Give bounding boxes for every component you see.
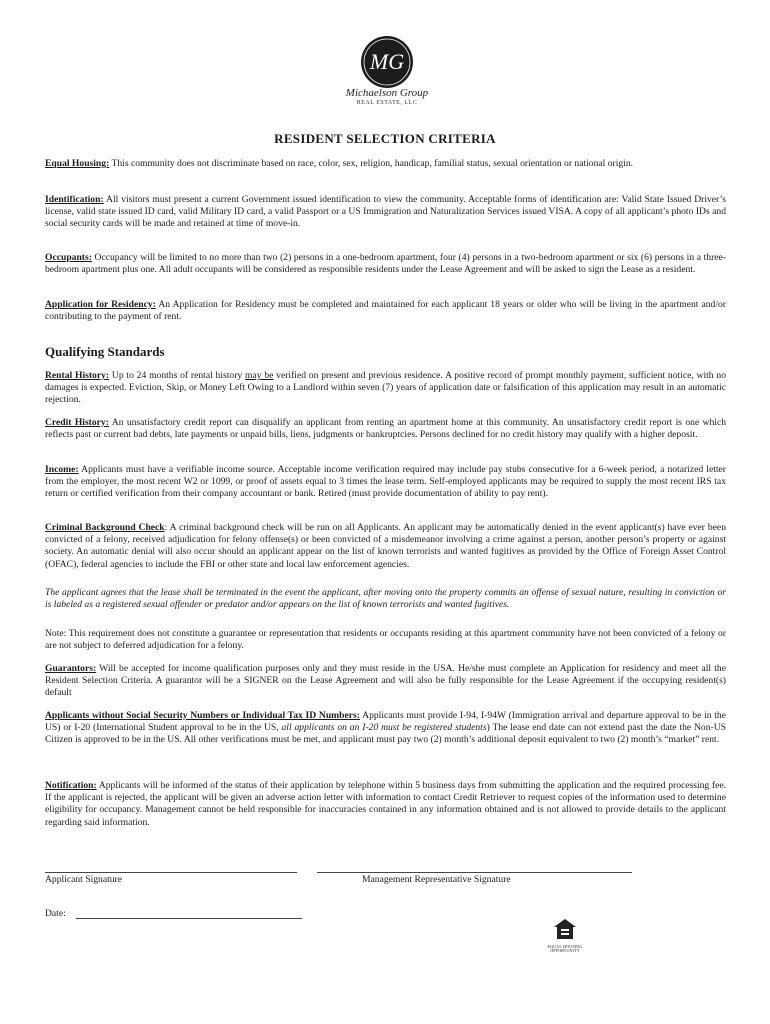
date-label: Date: <box>45 908 66 919</box>
identification-label: Identification: <box>45 194 104 205</box>
monogram-logo-icon <box>359 34 415 90</box>
identification-text: All visitors must present a current Government issued identification to view the community. Acceptable forms of identification are: Valid State Issued Driver’s license, valid state issued ID card, valid Military ID card, a valid Passport or a US Immigration and Naturalization Services issued VISA. A copy of all applicant’s photo IDs and social security cards will be made and retained at time of move-in. <box>45 194 726 230</box>
logo-monogram: MG <box>369 49 405 74</box>
equal-housing-logo <box>545 918 585 952</box>
date-line[interactable] <box>76 918 302 919</box>
company-subtitle: REAL ESTATE, LLC <box>356 100 418 106</box>
rental-history-text-a: Up to 24 months of rental history <box>109 370 245 381</box>
company-name: Michaelson Group <box>345 87 429 99</box>
income-text: Applicants must have a verifiable income source. Acceptable income verification required may include pay stubs consecutive for a 6-week period, a notarized letter from the employer, the most recent W2 or 1099, or proof of assets equal to 3 times the lease term. Self-employed applicants may be required to supply the most recent IRS tax return or certified verification from their company accountant or bank. Retired (must provide documentation of ability to pay rent). <box>45 464 726 500</box>
management-signature-label: Management Representative Signature <box>362 874 511 885</box>
no-ssn-section <box>45 710 726 747</box>
guarantors-text: Will be accepted for income qualification purposes only and they must reside in the USA. He/she must complete an Application for residency and meet all the Resident Selection Criteria. A guarantor will be a SIGNER on the Lease Agreement and will also be fully responsible for the Lease Agreement if the occupying resident(s) default <box>45 663 726 699</box>
credit-history-section <box>45 417 726 441</box>
rental-history-text-b: verified on present and previous residence. A positive record of prompt monthly payment, sufficient notice, with no damages is expected. Eviction, Skip, or Money Left Owing to a Landlord within seven (7) years of application date or falsification of this application may result in an automatic rejection. <box>45 370 726 406</box>
page-title: RESIDENT SELECTION CRITERIA <box>274 131 496 146</box>
applicant-signature-line[interactable] <box>45 872 297 873</box>
equal-housing-label: Equal Housing: <box>45 158 110 169</box>
credit-history-label: Credit History: <box>45 417 109 428</box>
qualifying-standards-heading: Qualifying Standards <box>45 344 165 359</box>
income-section <box>45 464 726 501</box>
guarantors-section <box>45 663 726 700</box>
management-signature-line[interactable] <box>317 872 632 873</box>
notification-section <box>45 780 726 829</box>
note-text: Note: This requirement does not constitute a guarantee or representation that residents or occupants residing at this apartment community have not been convicted of a felony or are not subject to deferred adjudication for a felony. <box>45 628 726 652</box>
eho-text-line2: OPPORTUNITY <box>550 948 580 953</box>
no-ssn-text-a: Applicants must provide I-94, I-94W (Immigration arrival and departure approval to be in the US) or I-20 (International Student approval to be in the US, <box>45 710 726 734</box>
criminal-italic-section <box>45 587 726 611</box>
no-ssn-text-b: ) The lease end date can not extend past the date the Non-US Citizen is approved to be in the US. All other verifications must be met, and applicant must pay two (2) month’s additional deposit equivalent to two (2) month’s “market” rent. <box>45 722 726 746</box>
rental-history-section <box>45 370 726 407</box>
equal-housing-text: This community does not discriminate based on race, color, sex, religion, handicap, familial status, sexual orientation or national origin. <box>109 158 634 169</box>
credit-history-text: An unsatisfactory credit report can disqualify an applicant from renting an apartment home at this community. An unsatisfactory credit report is one which reflects past or current bad debts, late payments or unpaid bills, liens, judgments or bankruptcies. Persons declined for no credit history may qualify with a higher deposit. <box>45 417 727 441</box>
notification-text: Applicants will be informed of the status of their application by telephone within 5 business days from submitting the application and the required processing fee. If the applicant is rejected, the applicant will be given an adverse action letter with information to contact Credit Retriever to request copies of the information used to determine eligibility for occupancy. Management cannot be held responsible for inaccuracies contained in any information obtained and is not allowed to provide details to the applicant regarding said information. <box>45 780 726 828</box>
occupants-text: Occupancy will be limited to no more than two (2) persons in a one-bedroom apartment, four (4) persons in a two-bedroom apartment or six (6) persons in a three-bedroom apartment plus one. All adult occupants will be considered as responsible residents under the Lease Agreement and will be asked to sign the Lease as a resident. <box>45 252 726 276</box>
guarantors-label: Guarantors: <box>45 663 97 674</box>
occupants-label: Occupants: <box>45 252 92 263</box>
application-label: Application for Residency: <box>45 299 156 310</box>
criminal-check-label: Criminal Background Check <box>45 522 165 533</box>
notification-label: Notification: <box>45 780 97 791</box>
equal-housing-house-icon <box>553 918 577 940</box>
applicant-signature-label: Applicant Signature <box>45 874 122 885</box>
rental-history-underlined: may be <box>245 370 274 381</box>
no-ssn-italic: all applicants on an I-20 must be registered students <box>281 722 487 734</box>
criminal-check-section <box>45 522 726 571</box>
criminal-italic-text: The applicant agrees that the lease shall be terminated in the event the applicant, after moving onto the property commits an offense of sexual nature, resulting in conviction or is labeled as a registered sexual offender or predator and/or appears on the list of known terrorists and wanted fugitives. <box>45 587 726 611</box>
note-section <box>45 628 726 652</box>
rental-history-label: Rental History: <box>45 370 110 381</box>
no-ssn-label: Applicants without Social Security Numbers or Individual Tax ID Numbers: <box>45 710 360 721</box>
identification-section <box>45 194 726 231</box>
eho-text-line1: EQUAL HOUSING <box>547 944 583 949</box>
equal-housing-section <box>45 158 726 170</box>
company-logo <box>332 34 442 114</box>
application-text: An Application for Residency must be completed and maintained for each applicant 18 years or older who will be living in the apartment and/or contributing to the payment of rent. <box>45 299 726 323</box>
occupants-section <box>45 252 726 276</box>
income-label: Income: <box>45 464 79 475</box>
criminal-check-text: : A criminal background check will be run on all Applicants. An applicant may be automatically denied in the event applicant(s) have ever been convicted of a felony, received adjudication for felony offense(s) or been convicted of a misdemeanor involving a crime against a person, another person’s property or against society. An automatic denial will also occur should an applicant appear on the list of known terrorists and wanted fugitives as provided by the Office of Foreign Asset Control (OFAC), federal agencies to include the FBI or other state and local law enforcement agencies. <box>45 522 726 570</box>
application-section <box>45 299 726 323</box>
